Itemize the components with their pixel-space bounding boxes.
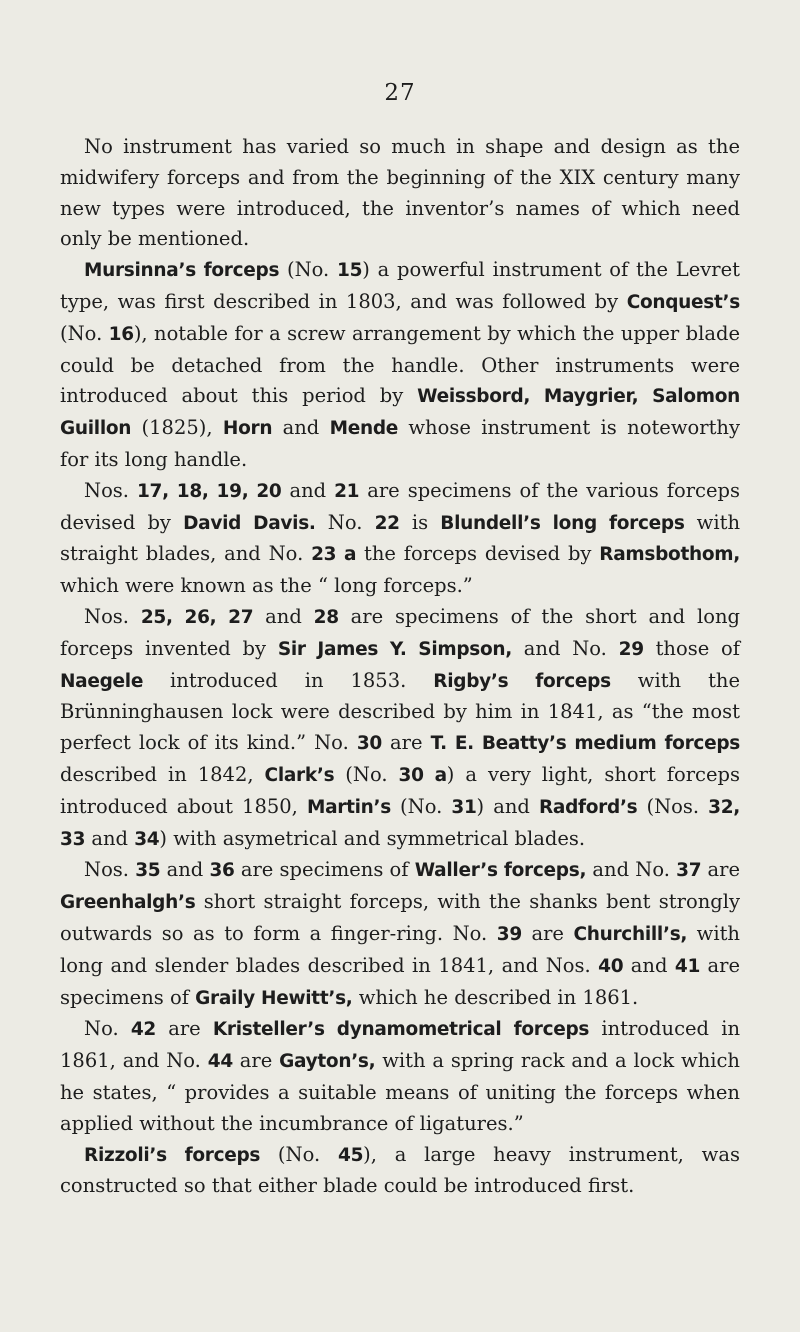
bold-term: 41 <box>674 955 701 977</box>
text-run: (Nos. <box>637 794 709 818</box>
bold-term: Naegele <box>60 670 144 692</box>
text-run: (No. <box>390 794 452 818</box>
bold-term: 44 <box>207 1051 233 1073</box>
bold-term: David Davis. <box>183 512 316 534</box>
text-run: are specimens of <box>60 953 740 1009</box>
bold-term: 23 a <box>311 544 357 566</box>
bold-term: Clark’s <box>264 764 335 786</box>
text-run: those of <box>643 636 740 660</box>
bold-term: Sir James Y. Simpson, <box>277 638 513 660</box>
bold-term: 30 <box>356 733 382 755</box>
text-run: No. <box>315 510 375 534</box>
bold-term: Graily Hewitt’s, <box>195 987 353 1009</box>
text-run: with a spring rack and a lock which he states, “ provides a suitable means of uniting the forceps when applied without the incumbrance of ligatures.” <box>60 1049 740 1135</box>
bold-term: 32, 33 <box>60 796 741 850</box>
text-run: the forceps devised by <box>356 542 600 566</box>
bold-term: 16 <box>108 323 134 345</box>
bold-term: 30 a <box>398 764 447 786</box>
paragraph <box>60 1014 740 1139</box>
bold-term: 29 <box>618 638 644 660</box>
text-run: short straight forceps, with the shanks bent strongly outwards so as to form a finger-ring. No. <box>60 890 740 945</box>
bold-term: Waller’s forceps, <box>414 860 587 882</box>
bold-term: Mursinna’s forceps <box>84 260 280 282</box>
text-run: are <box>701 858 740 882</box>
text-run: Nos. <box>84 604 141 628</box>
text-run: No instrument has varied so much in shape and design as the midwifery forceps and from the beginning of the XIX century many new types were introduced, the inventor’s names of which need only be mentioned. <box>60 135 740 251</box>
bold-term: 15 <box>337 260 363 282</box>
text-run: Nos. <box>84 478 137 502</box>
text-run: introduced in 1861, and No. <box>60 1017 741 1073</box>
text-run: described in 1842, <box>60 762 265 786</box>
bold-term: Radford’s <box>538 796 638 818</box>
text-run: are specimens of the various forceps devised by <box>60 478 740 534</box>
bold-term: 37 <box>676 860 702 882</box>
text-run: (No. <box>260 1142 338 1166</box>
text-run: whose instrument is noteworthy for its long handle. <box>60 416 740 471</box>
bold-term: 34 <box>134 828 160 850</box>
text-run: are specimens of <box>234 858 415 882</box>
bold-term: Gayton’s, <box>279 1051 376 1073</box>
bold-term: 39 <box>496 923 522 945</box>
text-run: and No. <box>586 858 677 882</box>
text-run: which he described in 1861. <box>352 985 639 1009</box>
text-run: and <box>281 478 335 502</box>
bold-term: Mende <box>329 418 399 440</box>
bold-term: 35 <box>135 860 161 882</box>
text-run: No. <box>84 1017 131 1041</box>
bold-term: 25, 26, 27 <box>140 606 254 628</box>
bold-term: Greenhalgh’s <box>60 892 196 914</box>
text-run: (1825), <box>131 416 223 440</box>
text-run: with the Brünninghausen lock were described by him in 1841, as “the most perfect lock of its kind.” No. <box>60 668 741 755</box>
bold-term: Kristeller’s dynamometrical forceps <box>212 1019 590 1041</box>
text-run: is <box>399 510 441 534</box>
paragraph <box>60 255 740 476</box>
bold-term: Churchill’s, <box>573 923 688 945</box>
text-run: and <box>623 953 675 977</box>
text-run: and No. <box>512 636 619 660</box>
bold-term: 21 <box>334 480 360 502</box>
text-run: ), notable for a screw arrangement by which the upper blade could be detached from the handle. Other instruments were introduced about this period by <box>60 321 740 408</box>
text-run: Nos. <box>84 858 136 882</box>
text-run: ) with asymetrical and symmetrical blades. <box>159 826 586 850</box>
bold-term: 17, 18, 19, 20 <box>136 480 282 502</box>
body-text <box>60 132 740 1202</box>
bold-term: Conquest’s <box>626 291 740 313</box>
text-run: ) and <box>476 794 539 818</box>
bold-term: T. E. Beatty’s medium forceps <box>430 733 740 755</box>
text-run: ) a very light, short forceps introduced about 1850, <box>60 762 740 818</box>
bold-term: Martin’s <box>306 796 391 818</box>
text-run: with straight blades, and No. <box>60 510 741 566</box>
bold-term: 31 <box>451 796 477 818</box>
text-run: with long and slender blades described in 1841, and Nos. <box>60 921 740 977</box>
text-run: (No. <box>334 762 399 786</box>
paragraph <box>60 855 740 1014</box>
paragraph <box>60 132 740 255</box>
bold-term: Rigby’s forceps <box>433 670 611 692</box>
text-run: and <box>272 416 330 440</box>
bold-term: 36 <box>209 860 235 882</box>
text-run: introduced in 1853. <box>143 668 434 692</box>
text-run: (No. <box>60 321 109 345</box>
page-number: 27 <box>384 80 416 106</box>
bold-term: 45 <box>338 1144 364 1166</box>
text-run: are <box>232 1049 280 1073</box>
text-run: ), a large heavy instrument, was constructed so that either blade could be introduced first. <box>60 1142 740 1198</box>
text-run: ) a powerful instrument of the Levret type, was first described in 1803, and was followed by <box>60 258 740 313</box>
bold-term: 22 <box>374 512 400 534</box>
paragraph <box>60 476 740 602</box>
text-run: are <box>521 921 574 945</box>
bold-term: 40 <box>598 955 624 977</box>
bold-term: Ramsbothom, <box>599 544 740 566</box>
paragraph <box>60 1140 740 1203</box>
text-run: which were known as the “ long forceps.” <box>60 574 473 598</box>
bold-term: Horn <box>222 418 273 440</box>
text-run: are <box>382 731 431 755</box>
text-run: are specimens of the short and long forceps invented by <box>60 604 740 660</box>
text-run: (No. <box>279 258 338 282</box>
bold-term: 42 <box>130 1019 157 1041</box>
bold-term: Weissbord, Maygrier, Salomon Guillon <box>60 386 741 440</box>
bold-term: Blundell’s long forceps <box>440 512 685 534</box>
bold-term: Rizzoli’s forceps <box>84 1144 261 1166</box>
text-run: and <box>253 604 314 628</box>
bold-term: 28 <box>313 606 339 628</box>
paragraph <box>60 602 740 855</box>
text-run: and <box>85 826 135 850</box>
text-run: and <box>160 858 210 882</box>
text-run: are <box>156 1017 213 1041</box>
